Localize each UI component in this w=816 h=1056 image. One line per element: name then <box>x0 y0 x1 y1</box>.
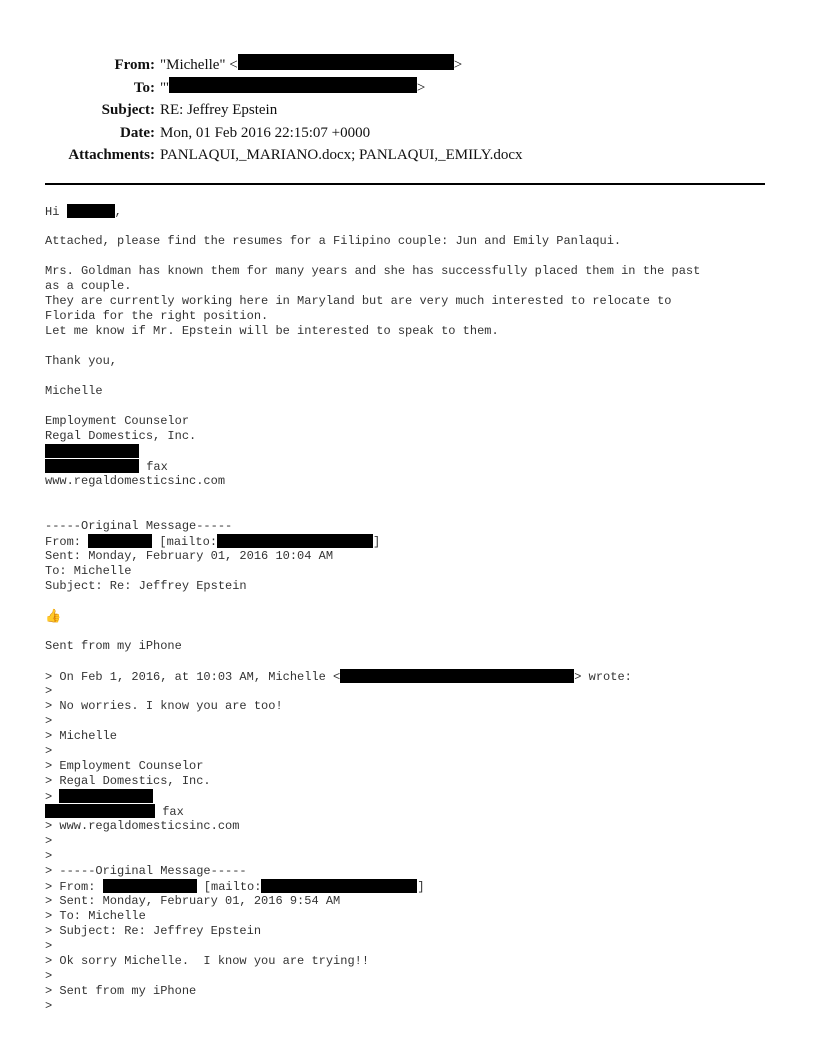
quote-prefix: > <box>45 790 60 804</box>
quote-marker: > <box>45 939 53 953</box>
redaction-block <box>261 879 417 893</box>
redaction-block <box>59 789 153 803</box>
quoted-on-wrote <box>45 669 785 684</box>
quoted-mailto-close: ] <box>417 880 425 894</box>
quote-marker: > <box>45 744 53 758</box>
original-from-label: From: <box>45 535 89 549</box>
subject-value: RE: Jeffrey Epstein <box>160 102 278 118</box>
quoted-wrote-text: > wrote: <box>574 670 632 684</box>
quoted-phone-line <box>45 789 785 804</box>
redaction-block <box>103 879 197 893</box>
quoted-sent-from-iphone: > Sent from my iPhone <box>45 984 197 998</box>
paragraph-1: Attached, please find the resumes for a Filipino couple: Jun and Emily Panlaqui. <box>45 234 622 248</box>
signature-name: Michelle <box>45 384 103 398</box>
quoted-fax: fax <box>155 805 184 819</box>
redaction-block <box>340 669 574 683</box>
quoted-original-header: > -----Original Message----- <box>45 864 247 878</box>
quote-marker: > <box>45 714 53 728</box>
signature-company: Regal Domestics, Inc. <box>45 429 197 443</box>
header-divider <box>45 183 765 185</box>
greeting-comma: , <box>114 205 122 219</box>
from-value: "Michelle" < <box>160 57 238 73</box>
sent-from-iphone: Sent from my iPhone <box>45 639 182 653</box>
quoted-web: > www.regaldomesticsinc.com <box>45 819 240 833</box>
quoted-ok-sorry: > Ok sorry Michelle. I know you are trying!! <box>45 954 370 968</box>
to-close: > <box>416 79 426 96</box>
redaction-block <box>45 804 155 818</box>
quote-marker: > <box>45 999 53 1013</box>
to-value: "' <box>160 79 169 96</box>
to-label: To: <box>133 79 155 96</box>
original-mailto-close: ] <box>373 535 381 549</box>
quoted-title: > Employment Counselor <box>45 759 204 773</box>
date-value: Mon, 01 Feb 2016 22:15:07 +0000 <box>160 124 371 141</box>
quoted-on-text: > On Feb 1, 2016, at 10:03 AM, Michelle < <box>45 670 341 684</box>
email-header <box>0 54 816 167</box>
original-mailto: [mailto: <box>152 535 218 549</box>
original-to: To: Michelle <box>45 564 132 578</box>
quoted-fax-line <box>45 804 785 819</box>
thumbs-up-icon: 👍 <box>45 609 62 624</box>
quote-marker: > <box>45 969 53 983</box>
quote-marker: > <box>45 684 53 698</box>
signature-title: Employment Counselor <box>45 414 190 428</box>
paragraph-2-line-1: Mrs. Goldman has known them for many years and she has successfully placed them in the past <box>45 264 701 278</box>
closing-thanks: Thank you, <box>45 354 118 368</box>
paragraph-2-line-3: They are currently working here in Maryland but are very much interested to relocate to <box>45 294 672 308</box>
signature-phone-line <box>45 444 785 459</box>
quoted-sent: > Sent: Monday, February 01, 2016 9:54 AM <box>45 894 341 908</box>
header-date-row <box>0 122 816 145</box>
greeting-hi: Hi <box>45 205 67 219</box>
date-label: Date: <box>120 124 155 141</box>
quoted-subject: > Subject: Re: Jeffrey Epstein <box>45 924 262 938</box>
quoted-name: > Michelle <box>45 729 118 743</box>
header-subject-row <box>0 99 816 122</box>
quote-marker: > <box>45 849 53 863</box>
quoted-company: > Regal Domestics, Inc. <box>45 774 211 788</box>
header-from-row <box>0 54 816 77</box>
quoted-mailto: [mailto: <box>196 880 262 894</box>
signature-fax: fax <box>139 460 168 474</box>
original-from-line <box>45 534 785 549</box>
thumbs-up-line <box>45 609 785 624</box>
signature-web: www.regaldomesticsinc.com <box>45 474 226 488</box>
redaction-block <box>217 534 373 548</box>
paragraph-2-line-5: Let me know if Mr. Epstein will be interested to speak to them. <box>45 324 499 338</box>
quoted-to: > To: Michelle <box>45 909 146 923</box>
quote-marker: > <box>45 834 53 848</box>
redaction-block <box>169 77 417 93</box>
quoted-from-label: > From: <box>45 880 103 894</box>
subject-label: Subject: <box>101 102 155 118</box>
paragraph-2-line-2: as a couple. <box>45 279 132 293</box>
original-message-header: -----Original Message----- <box>45 519 233 533</box>
attachments-label: Attachments: <box>68 147 155 163</box>
redaction-block <box>67 204 115 218</box>
redaction-block <box>88 534 152 548</box>
from-close: > <box>453 57 463 73</box>
greeting-line <box>45 204 785 219</box>
quoted-no-worries: > No worries. I know you are too! <box>45 699 283 713</box>
from-label: From: <box>114 57 155 73</box>
redaction-block <box>238 54 454 70</box>
email-body <box>45 204 785 1014</box>
redaction-block <box>45 444 139 458</box>
original-sent: Sent: Monday, February 01, 2016 10:04 AM <box>45 549 334 563</box>
header-to-row <box>0 77 816 100</box>
attachments-value: PANLAQUI,_MARIANO.docx; PANLAQUI,_EMILY.docx <box>160 147 523 163</box>
redaction-block <box>45 459 139 473</box>
original-subject: Subject: Re: Jeffrey Epstein <box>45 579 247 593</box>
header-attachments-row <box>0 144 816 167</box>
quoted-from-line <box>45 879 785 894</box>
signature-fax-line <box>45 459 785 474</box>
paragraph-2-line-4: Florida for the right position. <box>45 309 269 323</box>
